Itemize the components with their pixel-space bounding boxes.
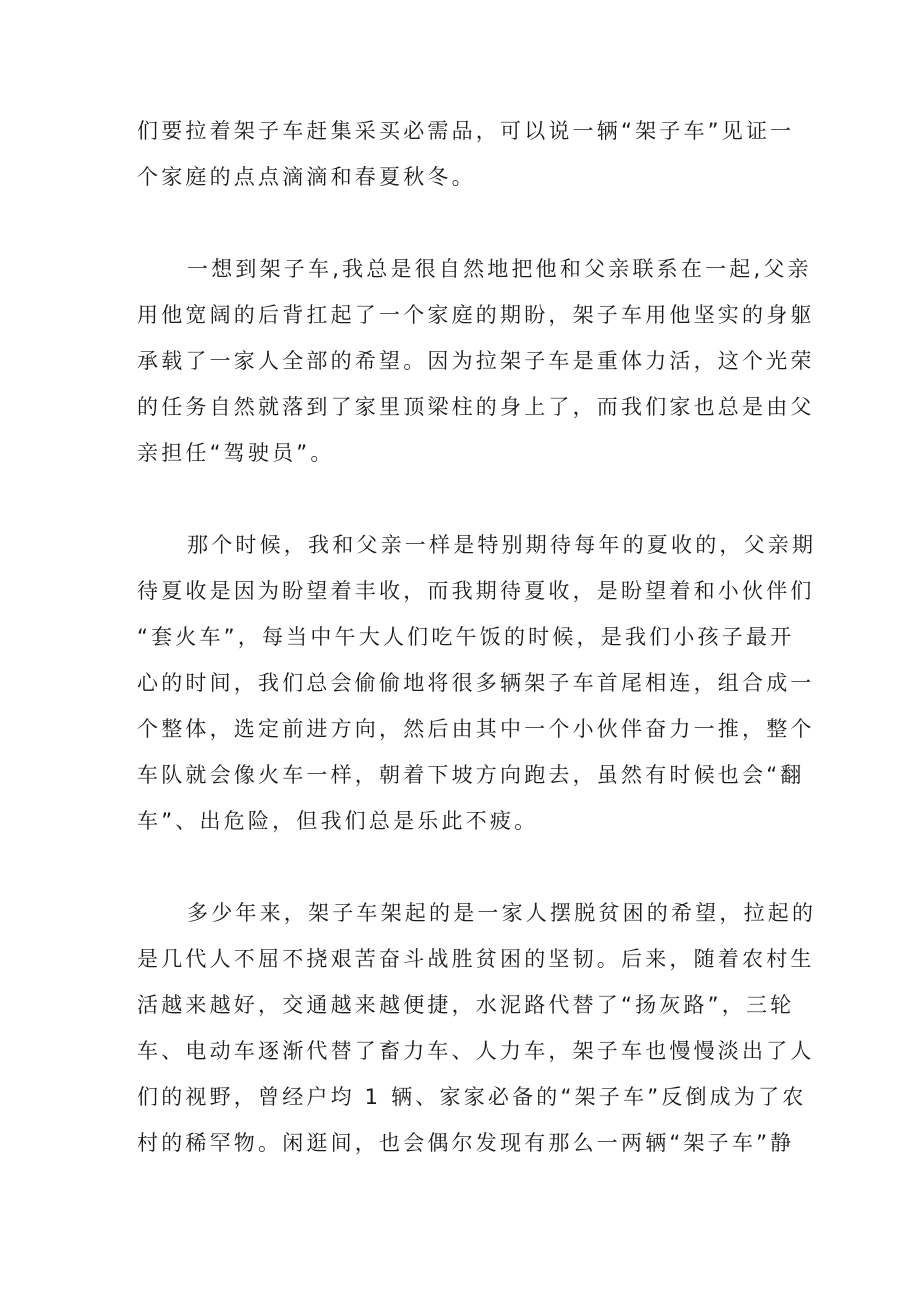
paragraph-2: [137, 246, 815, 476]
text-line: 活越来越好，交通越来越便捷，水泥路代替了“扬灰路”，三轮: [137, 993, 795, 1017]
body-text: [137, 108, 817, 1166]
paragraph-1: [137, 108, 795, 200]
paragraph-4: [137, 890, 817, 1166]
paragraph-3: [137, 522, 817, 844]
text-line: 们的视野，曾经户均 1 辆、家家必备的“架子车”反倒成为了农: [137, 1085, 807, 1109]
text-line: 亲担任“驾驶员”。: [137, 441, 335, 465]
paragraph-gap: [137, 476, 792, 522]
text-line: 的任务自然就落到了家里顶梁柱的身上了，而我们家也总是由父: [137, 395, 815, 419]
text-line: 个整体，选定前进方向，然后由其中一个小伙伴奋力一推，整个: [137, 717, 815, 741]
paragraph-gap: [137, 200, 792, 246]
text-line: 是几代人不屈不挠艰苦奋斗战胜贫困的坚韧。后来，随着农村生: [137, 947, 815, 971]
text-line: 个家庭的点点滴滴和春夏秋冬。: [137, 165, 476, 189]
text-line: 多少年来，架子车架起的是一家人摆脱贫困的希望，拉起的: [187, 901, 817, 925]
text-line: 待夏收是因为盼望着丰收，而我期待夏收，是盼望着和小伙伴们: [137, 579, 815, 603]
text-line: “套火车”，每当中午大人们吃午饭的时候，是我们小孩子最开: [137, 625, 795, 649]
paragraph-gap: [137, 844, 792, 890]
text-line: 一想到架子车,我总是很自然地把他和父亲联系在一起,父亲: [187, 257, 812, 281]
text-line: 车”、出危险，但我们总是乐此不疲。: [137, 809, 539, 833]
text-line: 车队就会像火车一样，朝着下坡方向跑去，虽然有时候也会“翻: [137, 763, 805, 787]
text-line: 承载了一家人全部的希望。因为拉架子车是重体力活，这个光荣: [137, 349, 815, 373]
text-line: 村的稀罕物。闲逛间，也会偶尔发现有那么一两辆“架子车”静: [137, 1131, 795, 1155]
text-line: 心的时间，我们总会偷偷地将很多辆架子车首尾相连，组合成一: [137, 671, 815, 695]
text-line: 用他宽阔的后背扛起了一个家庭的期盼，架子车用他坚实的身躯: [137, 303, 815, 327]
text-line: 那个时候，我和父亲一样是特别期待每年的夏收的，父亲期: [187, 533, 817, 557]
text-line: 车、电动车逐渐代替了畜力车、人力车，架子车也慢慢淡出了人: [137, 1039, 815, 1063]
text-line: 们要拉着架子车赶集采买必需品，可以说一辆“架子车”见证一: [137, 119, 795, 143]
